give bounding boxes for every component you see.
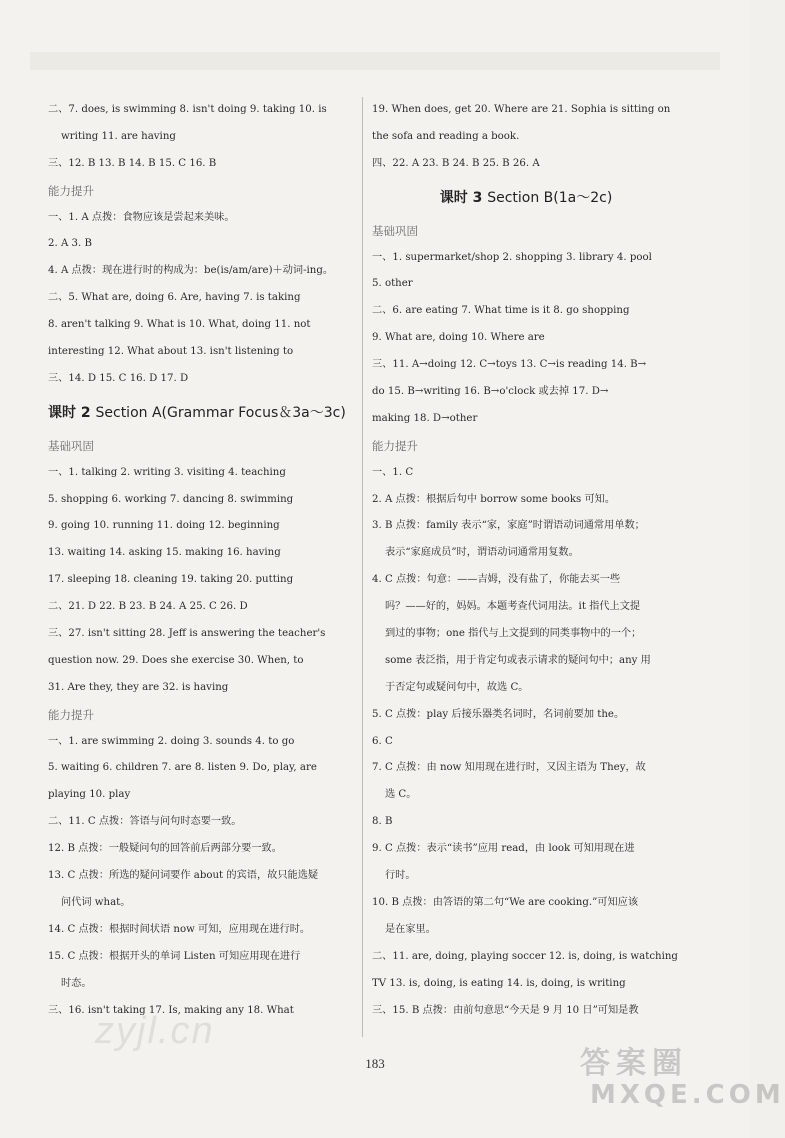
answer-line: 9. What are, doing 10. Where are	[372, 332, 545, 344]
right-column	[372, 97, 680, 1024]
answer-line: playing 10. play	[48, 789, 131, 801]
answer-line: some 表泛指，用于肯定句或表示请求的疑问句中；any 用	[385, 654, 651, 666]
answer-line: question now. 29. Does she exercise 30. When, to	[48, 654, 304, 666]
section-heading: 能力提升	[48, 707, 94, 722]
answer-line: 4. C 点拨：句意：——吉姆，没有盐了，你能去买一些	[372, 574, 621, 586]
answer-line: 二、11. are, doing, playing soccer 12. is, doing, is watching	[372, 950, 678, 962]
answer-line: 三、14. D 15. C 16. D 17. D	[48, 372, 189, 384]
answer-line: 7. C 点拨：由 now 知用现在进行时，又因主语为 They，故	[372, 762, 646, 774]
lesson-section: Section A(Grammar Focus＆3a～3c)	[95, 404, 346, 421]
answer-line: 一、1. C	[372, 466, 414, 478]
answer-line: 13. waiting 14. asking 15. making 16. having	[48, 547, 281, 559]
answer-line: 选 C。	[385, 789, 417, 801]
answer-line: 到过的事物；one 指代与上文提到的同类事物中的一个；	[385, 628, 642, 640]
answer-line: 三、12. B 13. B 14. B 15. C 16. B	[48, 157, 217, 169]
answer-line: 是在家里。	[385, 923, 436, 935]
answer-line: 一、1. talking 2. writing 3. visiting 4. teaching	[48, 466, 286, 478]
answer-line: 14. C 点拨：根据时间状语 now 可知，应用现在进行时。	[48, 923, 311, 935]
answer-line: writing 11. are having	[61, 130, 176, 142]
answer-line: 一、1. A 点拨：食物应该是尝起来美味。	[48, 211, 235, 223]
answer-line: 8. B	[372, 816, 393, 828]
watermark-right: MXQE.COM	[590, 1080, 785, 1110]
lesson-label: 课时 3	[439, 189, 483, 206]
answer-line: 二、5. What are, doing 6. Are, having 7. is taking	[48, 292, 301, 304]
answer-line: 31. Are they, they are 32. is having	[48, 681, 229, 693]
answer-line: 13. C 点拨：所选的疑问词要作 about 的宾语，故只能选疑	[48, 870, 319, 882]
answer-line: 二、11. C 点拨：答语与问句时态要一致。	[48, 816, 242, 828]
answer-line: 5. C 点拨：play 后接乐器类名词时，名词前要加 the。	[372, 708, 625, 720]
answer-line: 吗？——好的，妈妈。本题考查代词用法。it 指代上文提	[385, 601, 641, 613]
answer-line: 二、21. D 22. B 23. B 24. A 25. C 26. D	[48, 601, 248, 613]
page-number: 183	[365, 1056, 385, 1071]
top-margin-band	[30, 52, 720, 70]
answer-line: 15. C 点拨：根据开头的单词 Listen 可知应用现在进行	[48, 950, 301, 962]
watermark-left: zyjl.cn	[95, 1010, 215, 1052]
answer-line: 于否定句或疑问句中，故选 C。	[385, 681, 529, 693]
answer-line: 19. When does, get 20. Where are 21. Sophia is sitting on	[372, 104, 671, 115]
answer-line: 17. sleeping 18. cleaning 19. taking 20. putting	[48, 574, 294, 586]
answer-line: 一、1. are swimming 2. doing 3. sounds 4. to go	[48, 735, 295, 747]
answer-line: 5. other	[372, 278, 413, 290]
answer-line: 5. shopping 6. working 7. dancing 8. swimming	[48, 493, 294, 505]
answer-line: 行时。	[385, 870, 416, 882]
answer-line: 8. aren't talking 9. What is 10. What, doing 11. not	[48, 319, 311, 331]
answer-line: 三、15. B 点拨：由前句意思“今天是 9 月 10 日”可知是教	[372, 1004, 639, 1016]
answer-line: TV 13. is, doing, is eating 14. is, doing, is writing	[372, 977, 626, 989]
answer-line: 时态。	[61, 977, 92, 989]
answer-line: 12. B 点拨：一般疑问句的回答前后两部分要一致。	[48, 843, 282, 855]
answer-line: 三、27. isn't sitting 28. Jeff is answering the teacher's	[48, 628, 326, 640]
answer-line: 4. A 点拨：现在进行时的构成为：be(is/am/are)＋动词-ing。	[48, 265, 334, 277]
section-heading: 基础巩固	[48, 438, 94, 453]
answer-line: 5. waiting 6. children 7. are 8. listen 9. Do, play, are	[48, 762, 317, 774]
lesson-title	[372, 178, 680, 218]
lesson-section: Section B(1a～2c)	[487, 189, 613, 206]
answer-line: 二、6. are eating 7. What time is it 8. go shopping	[372, 305, 630, 317]
section-heading: 基础巩固	[372, 223, 418, 238]
answer-line: 表示“家庭成员”时，谓语动词通常用复数。	[385, 547, 579, 559]
answer-line: 三、11. A→doing 12. C→toys 13. C→is reading 14. B→	[372, 359, 647, 371]
answer-line: 四、22. A 23. B 24. B 25. B 26. A	[372, 157, 540, 169]
answer-line: 9. going 10. running 11. doing 12. beginning	[48, 520, 280, 532]
answer-line: do 15. B→writing 16. B→o'clock 或去掉 17. D→	[372, 386, 609, 398]
watermark-seal: 答案圈	[580, 1046, 688, 1081]
left-column	[48, 97, 353, 1024]
answer-line: 问代词 what。	[61, 896, 131, 908]
answer-line: 三、16. isn't taking 17. Is, making any 18. What	[48, 1004, 294, 1016]
answer-line: 2. A 3. B	[48, 238, 92, 250]
answer-line: the sofa and reading a book.	[372, 130, 520, 142]
answer-line: 6. C	[372, 735, 393, 747]
lesson-title	[48, 393, 353, 433]
answer-line: 一、1. supermarket/shop 2. shopping 3. library 4. pool	[372, 251, 652, 263]
answer-line: 2. A 点拨：根据后句中 borrow some books 可知。	[372, 493, 616, 505]
answer-line: 10. B 点拨：由答语的第二句“We are cooking.”可知应该	[372, 896, 639, 908]
answer-line: 3. B 点拨：family 表示“家，家庭”时谓语动词通常用单数；	[372, 520, 645, 532]
answer-line: making 18. D→other	[372, 412, 478, 424]
answer-line: interesting 12. What about 13. isn't listening to	[48, 346, 294, 358]
answer-line: 9. C 点拨：表示“读书”应用 read，由 look 可知用现在进	[372, 843, 635, 855]
answer-line: 二、7. does, is swimming 8. isn't doing 9. taking 10. is	[48, 104, 327, 115]
column-divider	[362, 97, 363, 1037]
section-heading: 能力提升	[48, 183, 94, 198]
section-heading: 能力提升	[372, 438, 418, 453]
lesson-label: 课时 2	[48, 404, 91, 421]
